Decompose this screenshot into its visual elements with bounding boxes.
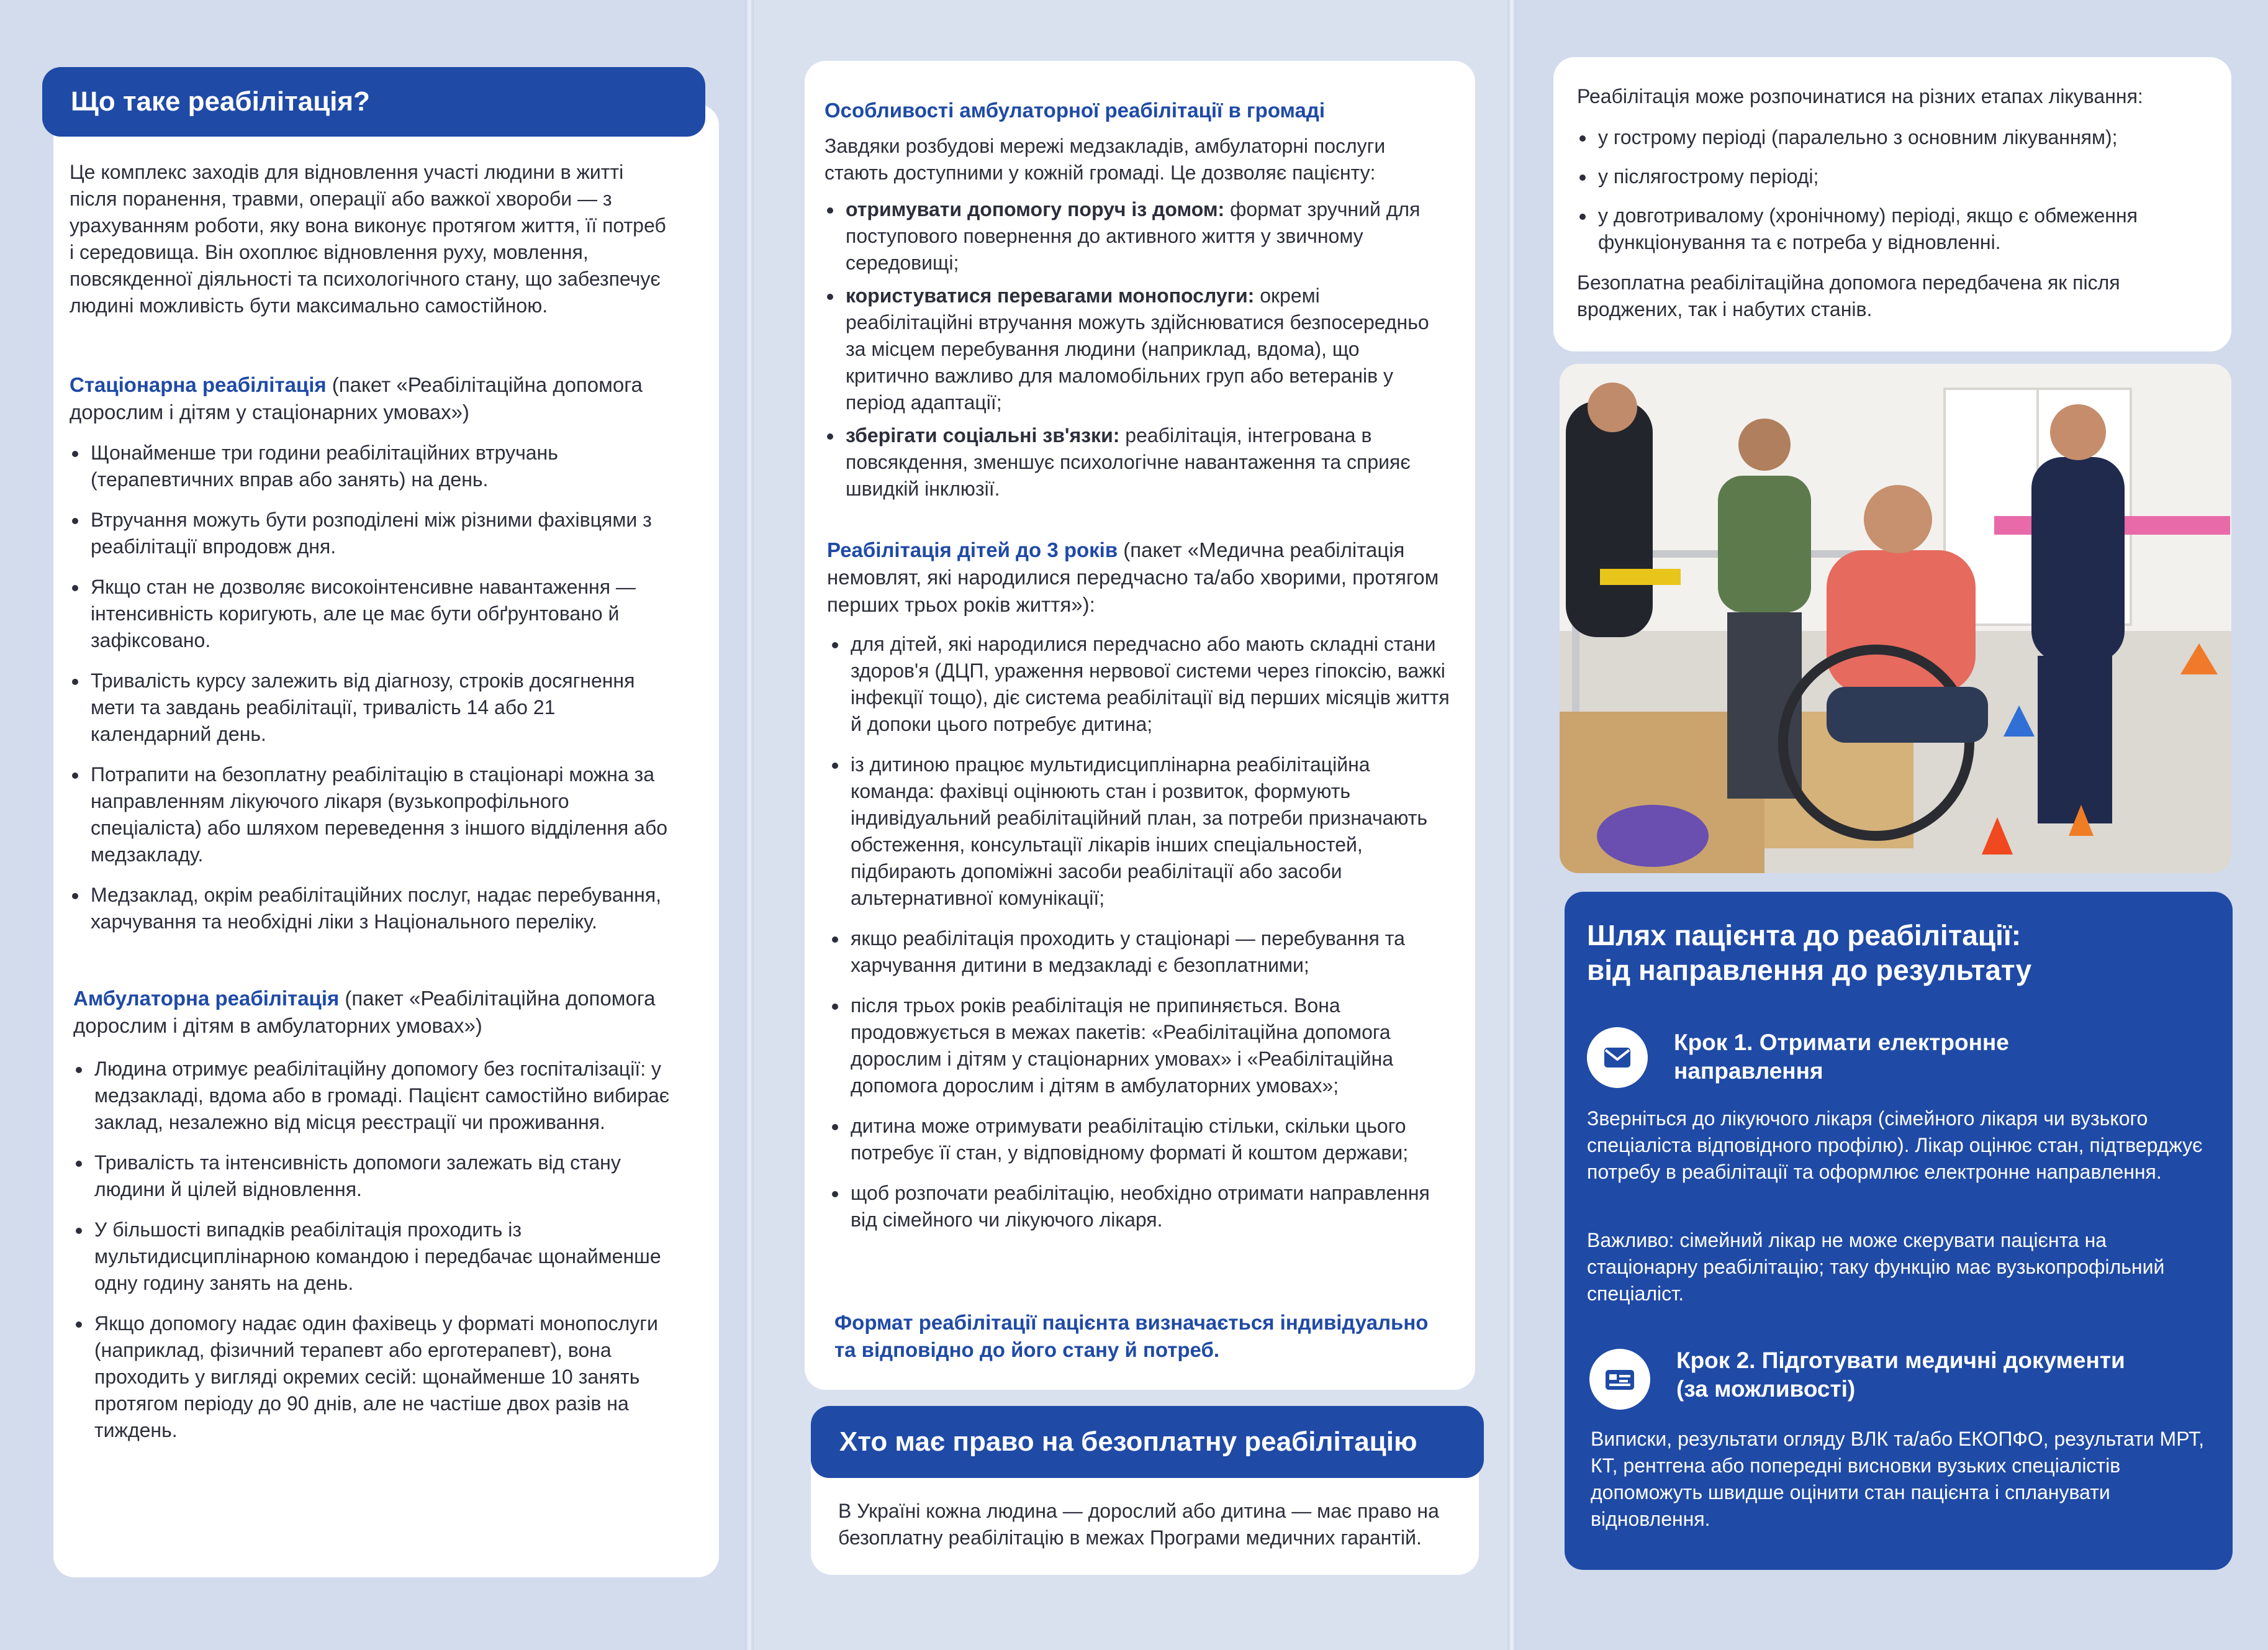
community-title: Особливості амбулаторної реабілітації в громаді [825,99,1326,122]
list-item: після трьох років реабілітація не припиняється. Вона продовжується в межах пакетів: «Реабілітаційна допомога дорослим і дітям у стаціонарних умовах» і «Реабілітаційна допомога дорослим і дітям в амбулаторних умовах»; [829,992,1450,1099]
format-note: Формат реабілітації пацієнта визначається індивідуально та відповідно до його стану й потреб. [834,1311,1429,1361]
community-list [825,196,1445,502]
envelope-icon [1587,1027,1648,1088]
rehab-gym-photo [1560,364,2231,873]
children-title: Реабілітація дітей до 3 років [827,538,1118,561]
list-item: у довготривалому (хронічному) періоді, якщо є обмеження функціонування та є потреба у відновленні. [1577,202,2210,256]
list-item: якщо реабілітація проходить у стаціонарі — перебування та харчування дитини в медзакладі є безоплатними; [829,925,1450,979]
patient-path-title-line2: від направлення до результату [1587,954,2032,986]
stationary-heading [70,371,675,426]
rehab-gym-illustration [1560,364,2231,873]
fold-line-left [745,0,754,1650]
list-item: Якщо допомогу надає один фахівець у форматі монопослуги (наприклад, фізичний терапевт або ерготерапевт), вона проходить у вигляді окремих сесій: щонайменше 10 занять протягом періоду до 90 днів, але не частіше двох разів на тиждень. [73,1310,679,1444]
list-item-text: окремі реабілітаційні втручання можуть здійснюватися безпосередньо за місцем перебування людини (наприклад, вдома), що критично важливо для маломобільних груп або ветеранів у період адаптації; [846,284,1429,414]
list-item: щоб розпочати реабілітацію, необхідно отримати направлення від сімейного чи лікуючого лікаря. [829,1180,1450,1233]
list-item: дитина може отримувати реабілітацію стільки, скільки цього потребує її стан, у відповідному форматі й коштом держави; [829,1113,1450,1166]
children-list [829,631,1450,1233]
step2-title-line2: (за можливості) [1676,1376,1856,1402]
stages-list [1577,124,2210,256]
list-item-text: реабілітація, інтегрована в повсякдення, зменшує психологічне навантаження та сприяє швидкій інклюзії. [846,424,1411,500]
stationary-package: (пакет «Реабілітаційна допомога дорослим і дітям у стаціонарних умовах») [70,373,643,424]
step2-title [1676,1346,2223,1403]
list-item: із дитиною працює мультидисциплінарна реабілітаційна команда: фахівці оцінюють стан і розвиток, формують індивідуальний реабілітаційний план, за потреби призначають обстеження, консультації лікарів інших спеціальностей, підбирають допоміжні засоби реабілітації або засоби альтернативної комунікації; [829,751,1450,912]
ambulatory-package: (пакет «Реабілітаційна допомога дорослим і дітям в амбулаторних умовах») [73,987,656,1037]
stages-intro: Реабілітація може розпочинатися на різних етапах лікування: [1577,85,2143,107]
list-item: для дітей, які народилися передчасно або мають складні стани здоров'я (ДЦП, ураження нервової системи через гіпоксію, важкі інфекції тощо), діє система реабілітації від перших місяців життя й допоки цього потребує дитина; [829,631,1450,738]
list-item: У більшості випадків реабілітація проходить із мультидисциплінарною командою і передбачає щонайменше одну годину занять на день. [73,1217,679,1297]
patient-path-title [1587,918,2208,987]
list-item: Щонайменше три години реабілітаційних втручань (терапевтичних вправ або занять) на день. [70,440,675,493]
ambulatory-list [73,1056,679,1444]
list-item-bold: отримувати допомогу поруч із домом: [846,198,1225,220]
step1-title [1674,1028,2220,1086]
community-intro: Завдяки розбудові мережі медзакладів, амбулаторні послуги стають доступними у кожній громаді. Це дозволяє пацієнту: [825,135,1386,184]
list-item: Якщо стан не дозволяє високоінтенсивне навантаження — інтенсивність коригують, але це має бути обґрунтовано й зафіксовано. [70,574,675,654]
list-item [825,196,1445,276]
medical-card-icon [1589,1349,1650,1410]
rights-text: В Україні кожна людина — дорослий або дитина — має право на безоплатну реабілітацію в межах Програми медичних гарантій. [838,1500,1439,1549]
list-item: Тривалість та інтенсивність допомоги залежать від стану людини й цілей відновлення. [73,1149,679,1203]
list-item: Втручання можуть бути розподілені між різними фахівцями з реабілітації впродовж дня. [70,507,675,560]
list-item: Людина отримує реабілітаційну допомогу без госпіталізації: у медзакладі, вдома або в громаді. Пацієнт самостійно вибирає заклад, незалежно від місця реєстрації чи проживання. [73,1056,679,1136]
list-item: Тривалість курсу залежить від діагнозу, строків досягнення мети та завдань реабілітації, тривалість 14 або 21 календарний день. [70,668,675,748]
step2-text: Виписки, результати огляду ВЛК та/або ЕКОПФО, результати МРТ, КТ, рентгена або попередні висновки вузьких спеціалістів допоможуть швидше оцінити стан пацієнта і спланувати відновлення. [1591,1428,2204,1530]
list-item: Медзаклад, окрім реабілітаційних послуг, надає перебування, харчування та необхідні ліки з Національного переліку. [70,882,675,935]
list-item [825,283,1445,416]
list-item: у гострому періоді (паралельно з основним лікуванням); [1577,124,2210,151]
step2-title-line1: Крок 2. Підготувати медичні документи [1676,1348,2125,1373]
rights-banner [811,1406,1484,1478]
step1-important: Важливо: сімейний лікар не може скерувати пацієнта на стаціонарну реабілітацію; таку функцію має вузькопрофільний спеціаліст. [1587,1229,2165,1305]
list-item [825,422,1445,502]
children-package: (пакет «Медична реабілітація немовлят, які народилися передчасно та/або хворими, протягом перших трьох років життя»): [827,538,1439,616]
list-item: у післягострому періоді; [1577,163,2210,190]
step1-title-line1: Крок 1. Отримати електронне [1674,1030,2009,1055]
step1-text: Зверніться до лікуючого лікаря (сімейного лікаря чи вузького спеціаліста відповідного профілю). Лікар оцінює стан, підтверджує потребу в реабілітації та оформлює електронне направлення. [1587,1107,2203,1183]
rehab-definition: Це комплекс заходів для відновлення участі людини в житті після поранення, травми, операції або важкої хвороби — з урахуванням роботи, яку вона виконує протягом життя, її потреб і середовища. Він охоплює відновлення руху, мовлення, повсякденної діяльності та психологічного стану, що забезпечує людині можливість бути максимально самостійною. [70,161,666,317]
what-is-rehab-title: Що таке реабілітація? [71,86,370,117]
stages-note: Безоплатна реабілітаційна допомога передбачена як після вроджених, так і набутих станів. [1577,271,2120,320]
list-item-bold: користуватися перевагами монопослуги: [846,284,1255,307]
fold-line-right [1507,0,1516,1650]
ambulatory-heading [73,985,679,1040]
ambulatory-title: Амбулаторна реабілітація [73,987,340,1010]
stationary-list [70,440,675,935]
rights-title: Хто має право на безоплатну реабілітацію [839,1426,1417,1457]
stationary-title: Стаціонарна реабілітація [70,373,327,396]
step1-title-line2: направлення [1674,1058,1823,1084]
list-item: Потрапити на безоплатну реабілітацію в стаціонарі можна за направленням лікуючого лікаря (вузькопрофільного спеціаліста) або шляхом переведення з іншого відділення або медзакладу. [70,761,675,868]
list-item-text: формат зручний для поступового повернення до активного життя у звичному середовищі; [846,198,1421,274]
step1-icon-circle [1587,1027,1648,1088]
list-item-bold: зберігати соціальні зв'язки: [846,424,1120,446]
children-heading [827,537,1448,619]
patient-path-title-line1: Шлях пацієнта до реабілітації: [1587,919,2022,951]
what-is-rehab-banner [42,67,705,137]
step2-icon-circle [1589,1349,1650,1410]
